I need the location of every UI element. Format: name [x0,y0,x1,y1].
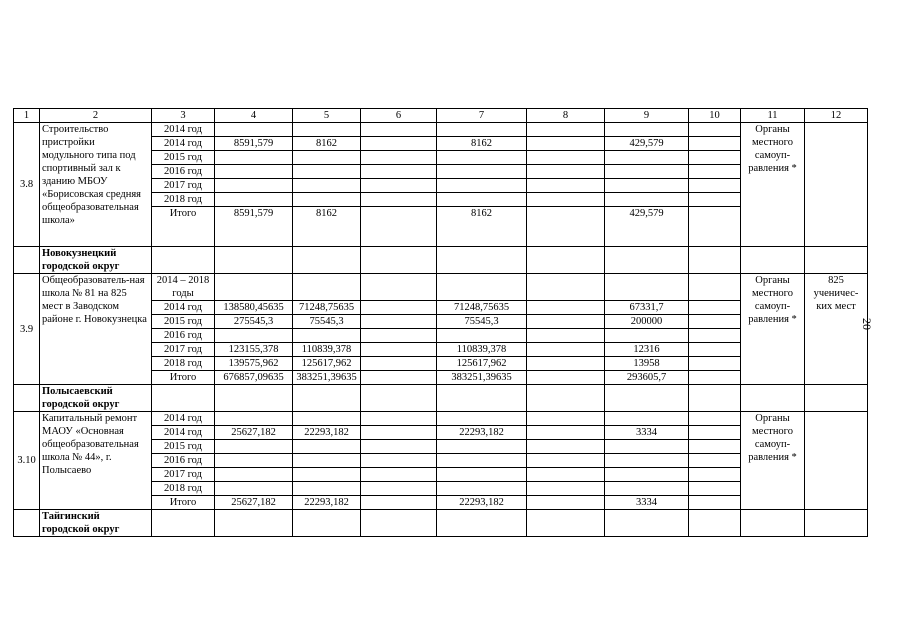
local-cell: 3334 [605,426,689,440]
period-cell: 2018 год [152,193,215,207]
empty-cell [527,440,605,454]
empty-cell [689,207,741,247]
empty-cell [689,357,741,371]
total-cell [215,454,293,468]
total-cell: 123155,378 [215,343,293,357]
total-cell [215,412,293,426]
empty-cell [361,357,437,371]
budget-table [13,108,868,537]
col-header-2: 2 [40,109,152,123]
local-cell [605,468,689,482]
empty-cell [689,496,741,510]
federal-cell [293,412,361,426]
empty-cell [527,151,605,165]
col-header-3: 3 [152,109,215,123]
total-cell: 138580,45635 [215,301,293,315]
region-empty-cell [152,385,215,412]
period-cell: 2014 год [152,123,215,137]
empty-cell [361,468,437,482]
period-cell: 2014 год [152,412,215,426]
empty-cell [527,329,605,343]
local-cell: 429,579 [605,137,689,151]
empty-cell [689,137,741,151]
empty-cell [361,193,437,207]
period-cell: 2014 год [152,426,215,440]
local-cell: 12316 [605,343,689,357]
table-row [14,412,868,426]
region-empty-cell [14,247,40,274]
empty-cell [527,412,605,426]
empty-cell [689,454,741,468]
period-cell: 2016 год [152,329,215,343]
col-header-7: 7 [437,109,527,123]
regional-cell: 8162 [437,137,527,151]
region-empty-cell [689,510,741,537]
empty-cell [689,274,741,301]
local-cell [605,165,689,179]
region-empty-cell [215,247,293,274]
region-empty-cell [361,385,437,412]
total-cell: 25627,182 [215,426,293,440]
empty-cell [527,179,605,193]
empty-cell [689,426,741,440]
empty-cell [527,343,605,357]
regional-cell: 22293,182 [437,496,527,510]
region-empty-cell [527,510,605,537]
local-cell [605,193,689,207]
federal-cell [293,440,361,454]
regional-cell [437,412,527,426]
region-empty-cell [805,510,868,537]
total-cell: 8591,579 [215,137,293,151]
result-cell: 825 ученичес-ких мест [805,274,868,385]
empty-cell [527,357,605,371]
local-cell [605,329,689,343]
federal-cell [293,123,361,137]
local-cell: 67331,7 [605,301,689,315]
region-empty-cell [14,385,40,412]
period-cell: 2018 год [152,482,215,496]
item-name: Строительство пристройки модульного типа под спортивный зал к зданию МБОУ «Борисовская средняя общеобразовательная школа» [40,123,152,247]
empty-cell [361,412,437,426]
empty-cell [527,137,605,151]
region-empty-cell [741,247,805,274]
total-cell: 676857,09635 [215,371,293,385]
period-cell: Итого [152,371,215,385]
col-header-10: 10 [689,109,741,123]
item-number: 3.9 [14,274,40,385]
federal-cell [293,454,361,468]
region-empty-cell [293,247,361,274]
empty-cell [527,193,605,207]
region-name: Тайгинский городской округ [40,510,152,537]
empty-cell [527,274,605,301]
empty-cell [689,329,741,343]
empty-cell [361,179,437,193]
federal-cell: 110839,378 [293,343,361,357]
regional-cell: 22293,182 [437,426,527,440]
empty-cell [689,371,741,385]
region-empty-cell [741,385,805,412]
regional-cell [437,329,527,343]
total-cell [215,193,293,207]
period-cell: 2015 год [152,315,215,329]
period-cell: Итого [152,496,215,510]
period-cell: 2017 год [152,468,215,482]
federal-cell [293,468,361,482]
region-empty-cell [605,247,689,274]
empty-cell [689,151,741,165]
empty-cell [689,343,741,357]
period-cell: 2015 год [152,440,215,454]
result-cell [805,412,868,510]
local-cell [605,274,689,301]
col-header-4: 4 [215,109,293,123]
empty-cell [527,371,605,385]
period-cell: 2014 год [152,301,215,315]
empty-cell [689,301,741,315]
federal-cell: 75545,3 [293,315,361,329]
local-cell [605,482,689,496]
empty-cell [361,274,437,301]
federal-cell: 22293,182 [293,426,361,440]
region-row [14,510,868,537]
empty-cell [361,329,437,343]
federal-cell: 22293,182 [293,496,361,510]
total-cell: 139575,962 [215,357,293,371]
local-cell [605,454,689,468]
empty-cell [527,301,605,315]
regional-cell [437,165,527,179]
federal-cell: 8162 [293,137,361,151]
federal-cell [293,165,361,179]
region-empty-cell [293,385,361,412]
period-cell: 2017 год [152,179,215,193]
total-cell [215,482,293,496]
empty-cell [689,123,741,137]
regional-cell [437,468,527,482]
regional-cell [437,274,527,301]
federal-cell: 383251,39635 [293,371,361,385]
regional-cell [437,179,527,193]
period-cell: 2017 год [152,343,215,357]
empty-cell [527,426,605,440]
regional-cell: 383251,39635 [437,371,527,385]
local-cell [605,151,689,165]
total-cell [215,468,293,482]
local-cell [605,440,689,454]
empty-cell [361,151,437,165]
period-cell: 2015 год [152,151,215,165]
empty-cell [689,468,741,482]
federal-cell [293,329,361,343]
local-cell: 13958 [605,357,689,371]
period-cell: 2016 год [152,454,215,468]
col-header-8: 8 [527,109,605,123]
region-empty-cell [605,385,689,412]
col-header-9: 9 [605,109,689,123]
table-row [14,274,868,301]
empty-cell [361,315,437,329]
region-empty-cell [361,510,437,537]
item-name: Капитальный ремонт МАОУ «Основная общеобразовательная школа № 44», г. Полысаево [40,412,152,510]
region-empty-cell [14,510,40,537]
empty-cell [527,123,605,137]
region-empty-cell [152,247,215,274]
federal-cell [293,179,361,193]
total-cell: 25627,182 [215,496,293,510]
table-body [14,109,868,537]
region-empty-cell [361,247,437,274]
empty-cell [361,426,437,440]
period-cell: 2014 – 2018 годы [152,274,215,301]
total-cell [215,123,293,137]
region-empty-cell [741,510,805,537]
total-cell [215,179,293,193]
local-cell [605,179,689,193]
region-empty-cell [527,247,605,274]
empty-cell [689,165,741,179]
local-cell: 293605,7 [605,371,689,385]
empty-cell [361,137,437,151]
empty-cell [689,193,741,207]
column-number-row [14,109,868,123]
empty-cell [689,482,741,496]
regional-cell [437,123,527,137]
result-cell [805,123,868,247]
region-empty-cell [215,510,293,537]
total-cell [215,274,293,301]
empty-cell [361,343,437,357]
region-empty-cell [437,385,527,412]
region-empty-cell [527,385,605,412]
regional-cell: 71248,75635 [437,301,527,315]
region-empty-cell [805,247,868,274]
item-number: 3.8 [14,123,40,247]
regional-cell [437,440,527,454]
region-empty-cell [689,385,741,412]
empty-cell [527,496,605,510]
item-name: Общеобразователь-ная школа № 81 на 825 мест в Заводском районе г. Новокузнецка [40,274,152,385]
col-header-11: 11 [741,109,805,123]
period-cell: Итого [152,207,215,247]
region-name: Новокузнецкий городской округ [40,247,152,274]
empty-cell [527,165,605,179]
local-cell: 3334 [605,496,689,510]
region-empty-cell [605,510,689,537]
empty-cell [361,123,437,137]
total-cell [215,329,293,343]
period-cell: 2018 год [152,357,215,371]
empty-cell [527,482,605,496]
local-cell [605,123,689,137]
total-cell [215,165,293,179]
federal-cell: 125617,962 [293,357,361,371]
federal-cell: 8162 [293,207,361,247]
regional-cell: 8162 [437,207,527,247]
empty-cell [527,207,605,247]
col-header-12: 12 [805,109,868,123]
local-cell [605,412,689,426]
empty-cell [361,482,437,496]
col-header-5: 5 [293,109,361,123]
item-number: 3.10 [14,412,40,510]
empty-cell [361,440,437,454]
regional-cell [437,482,527,496]
federal-cell [293,193,361,207]
region-empty-cell [437,247,527,274]
regional-cell [437,193,527,207]
empty-cell [527,454,605,468]
region-name: Полысаевский городской округ [40,385,152,412]
period-cell: 2014 год [152,137,215,151]
total-cell: 8591,579 [215,207,293,247]
federal-cell [293,482,361,496]
period-cell: 2016 год [152,165,215,179]
empty-cell [361,301,437,315]
regional-cell: 75545,3 [437,315,527,329]
federal-cell: 71248,75635 [293,301,361,315]
page-number: 20 [860,318,874,330]
executor-cell: Органы местного самоуп-равления * [741,274,805,385]
executor-cell: Органы местного самоуп-равления * [741,123,805,247]
total-cell [215,151,293,165]
empty-cell [527,315,605,329]
region-empty-cell [689,247,741,274]
region-empty-cell [805,385,868,412]
empty-cell [689,440,741,454]
region-empty-cell [437,510,527,537]
local-cell: 429,579 [605,207,689,247]
region-row [14,247,868,274]
empty-cell [361,454,437,468]
empty-cell [689,315,741,329]
empty-cell [689,412,741,426]
federal-cell [293,274,361,301]
region-empty-cell [293,510,361,537]
empty-cell [527,468,605,482]
regional-cell: 125617,962 [437,357,527,371]
total-cell: 275545,3 [215,315,293,329]
empty-cell [689,179,741,193]
col-header-1: 1 [14,109,40,123]
local-cell: 200000 [605,315,689,329]
region-empty-cell [215,385,293,412]
empty-cell [361,207,437,247]
region-row [14,385,868,412]
empty-cell [361,371,437,385]
empty-cell [361,496,437,510]
regional-cell [437,454,527,468]
total-cell [215,440,293,454]
regional-cell: 110839,378 [437,343,527,357]
col-header-6: 6 [361,109,437,123]
federal-cell [293,151,361,165]
empty-cell [361,165,437,179]
executor-cell: Органы местного самоуп-равления * [741,412,805,510]
regional-cell [437,151,527,165]
region-empty-cell [152,510,215,537]
table-row [14,123,868,137]
